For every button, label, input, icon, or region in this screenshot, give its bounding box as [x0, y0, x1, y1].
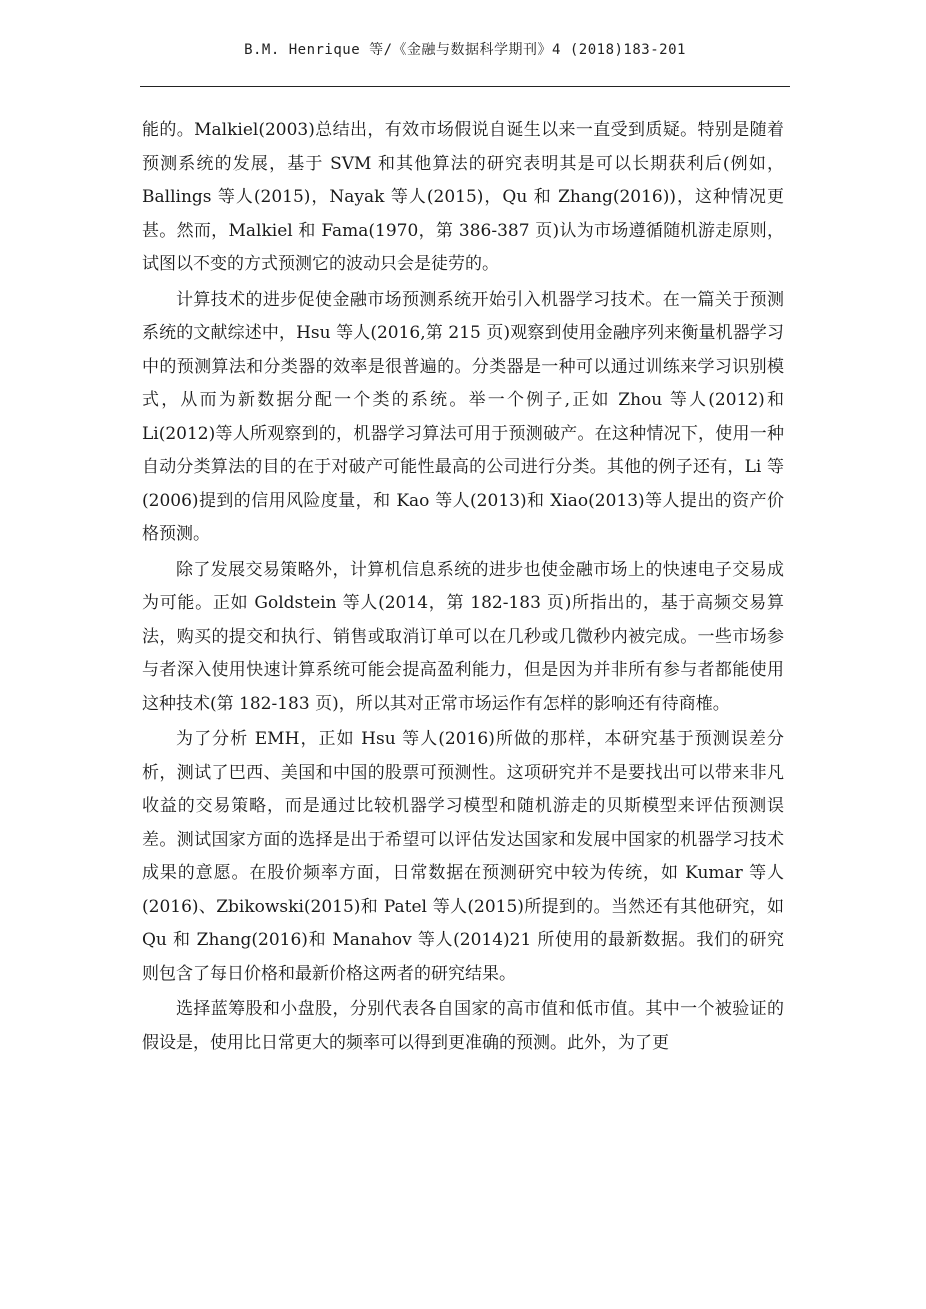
paragraph-1: 能的。Malkiel(2003)总结出，有效市场假说自诞生以来一直受到质疑。特别是随着预测系统的发展，基于 SVM 和其他算法的研究表明其是可以长期获利后(例如，Ballings 等人(2015)，Nayak 等人(2015)，Qu 和 Zhang(2016))，这种情况更甚。然而，Malkiel 和 Fama(1970，第 386-387 页)认为市场遵循随机游走原则，试图以不变的方式预测它的波动只会是徒劳的。 — [142, 120, 784, 274]
paragraph-5: 选择蓝筹股和小盘股，分别代表各自国家的高市值和低市值。其中一个被验证的假设是，使用比日常更大的频率可以得到更准确的预测。此外，为了更 — [142, 999, 784, 1053]
body-text — [142, 114, 784, 1060]
paragraph-2: 计算技术的进步促使金融市场预测系统开始引入机器学习技术。在一篇关于预测系统的文献综述中，Hsu 等人(2016,第 215 页)观察到使用金融序列来衡量机器学习中的预测算法和分类器的效率是很普遍的。分类器是一种可以通过训练来学习识别模式，从而为新数据分配一个类的系统。举一个例子,正如 Zhou 等人(2012)和 Li(2012)等人所观察到的，机器学习算法可用于预测破产。在这种情况下，使用一种自动分类算法的目的在于对破产可能性最高的公司进行分类。其他的例子还有，Li 等(2006)提到的信用风险度量，和 Kao 等人(2013)和 Xiao(2013)等人提出的资产价格预测。 — [142, 289, 784, 544]
paragraph-3: 除了发展交易策略外，计算机信息系统的进步也使金融市场上的快速电子交易成为可能。正如 Goldstein 等人(2014，第 182-183 页)所指出的，基于高频交易算法，购买的提交和执行、销售或取消订单可以在几秒或几微秒内被完成。一些市场参与者深入使用快速计算系统可能会提高盈利能力，但是因为并非所有参与者都能使用这种技术(第 182-183 页)，所以其对正常市场运作有怎样的影响还有待商榷。 — [142, 559, 784, 714]
paragraph-4: 为了分析 EMH，正如 Hsu 等人(2016)所做的那样，本研究基于预测误差分析，测试了巴西、美国和中国的股票可预测性。这项研究并不是要找出可以带来非凡收益的交易策略，而是通过比较机器学习模型和随机游走的贝斯模型来评估预测误差。测试国家方面的选择是出于希望可以评估发达国家和发展中国家的机器学习技术成果的意愿。在股价频率方面，日常数据在预测研究中较为传统，如 Kumar 等人(2016)、Zbikowski(2015)和 Patel 等人(2015)所提到的。当然还有其他研究，如 Qu 和 Zhang(2016)和 Manahov 等人(2014)21 所使用的最新数据。我们的研究则包含了每日价格和最新价格这两者的研究结果。 — [142, 729, 784, 984]
running-header: B.M. Henrique 等/《金融与数据科学期刊》4 (2018)183-201 — [244, 42, 686, 58]
header-divider — [140, 86, 790, 87]
